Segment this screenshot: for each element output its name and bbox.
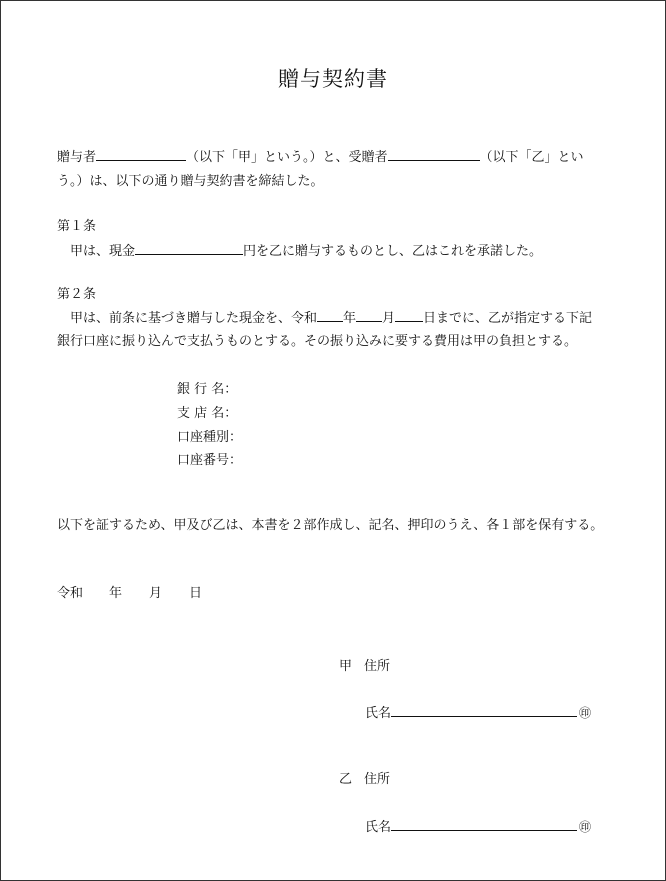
article2-text-pre: 甲は、前条に基づき贈与した現金を、令和 xyxy=(70,311,318,326)
party-b-label: 乙 xyxy=(339,772,353,787)
article1-heading: 第１条 xyxy=(57,219,97,234)
article2-body-2: 銀行口座に振り込んで支払うものとする。その振り込みに要する費用は甲の負担とする。 xyxy=(57,334,578,349)
party-a-name-label: 氏名 xyxy=(365,706,392,721)
article2-body-1 xyxy=(70,309,592,328)
intro-text-3: （以下「乙」とい xyxy=(479,150,584,165)
party-b-seal-icon: ㊞ xyxy=(579,820,592,834)
party-b-name-row xyxy=(365,816,591,835)
donor-label: 贈与者 xyxy=(57,150,97,165)
intro-text-2: （以下「甲」という。）と、受贈者 xyxy=(186,150,388,165)
article1-body xyxy=(70,242,542,261)
day-blank[interactable] xyxy=(395,309,423,322)
party-b-address-row xyxy=(339,768,390,787)
article2-text-post: 日までに、乙が指定する下記 xyxy=(423,311,593,326)
intro-line-2: う。）は、以下の通り贈与契約書を締結した。 xyxy=(57,174,324,189)
date-month-label: 月 xyxy=(149,586,163,601)
amount-blank[interactable] xyxy=(135,242,243,255)
date-era: 令和 xyxy=(57,586,84,601)
date-year-label: 年 xyxy=(109,586,123,601)
party-a-name-blank[interactable] xyxy=(391,704,577,717)
account-number-label: 口座番号： xyxy=(177,453,243,468)
party-b-name-blank[interactable] xyxy=(391,818,577,831)
donor-blank[interactable] xyxy=(96,148,186,161)
party-a-seal-icon: ㊞ xyxy=(579,706,592,720)
party-a-address-row xyxy=(339,655,390,674)
party-b-address-label: 住所 xyxy=(364,772,391,787)
article2-heading: 第２条 xyxy=(57,287,97,302)
party-b-name-label: 氏名 xyxy=(365,820,392,835)
article2-year-label: 年 xyxy=(343,311,357,326)
date-day-label: 日 xyxy=(189,586,203,601)
recipient-blank[interactable] xyxy=(388,148,480,161)
party-a-label: 甲 xyxy=(339,659,353,674)
intro-line-1 xyxy=(57,148,584,167)
party-a-address-label: 住所 xyxy=(364,659,391,674)
article1-text-pre: 甲は、現金 xyxy=(70,244,136,259)
party-a-name-row xyxy=(365,702,591,721)
document-title: 贈与契約書 xyxy=(278,67,388,91)
closing-statement: 以下を証するため、甲及び乙は、本書を２部作成し、記名、押印のうえ、各１部を保有する。 xyxy=(57,518,604,533)
bank-name-label: 銀 行 名： xyxy=(177,382,238,397)
contract-date xyxy=(57,585,202,603)
branch-label: 支 店 名： xyxy=(177,406,238,421)
month-blank[interactable] xyxy=(356,309,382,322)
article1-text-post: 円を乙に贈与するものとし、乙はこれを承諾した。 xyxy=(243,244,543,259)
article2-month-label: 月 xyxy=(382,311,396,326)
account-type-label: 口座種別： xyxy=(177,430,243,445)
year-blank[interactable] xyxy=(317,309,343,322)
